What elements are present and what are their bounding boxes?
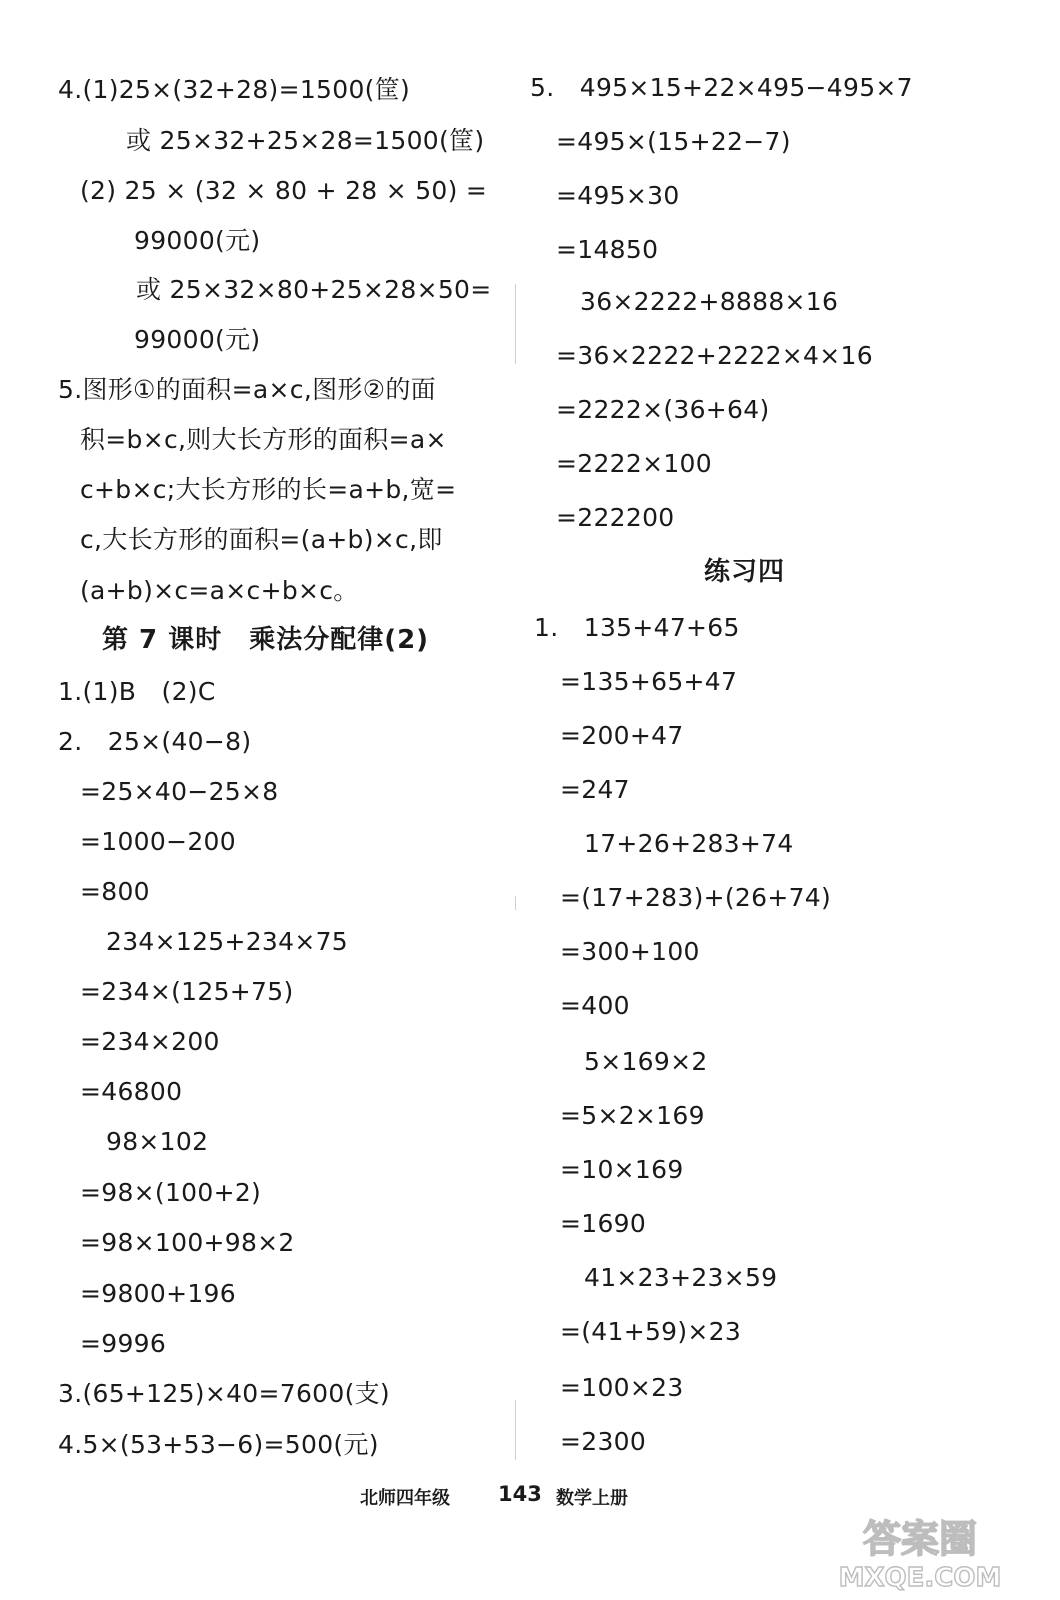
right-text-line: 5×169×2 xyxy=(584,1047,708,1076)
footer-edition: 北师四年级 xyxy=(360,1488,450,1509)
right-text-line: =10×169 xyxy=(560,1155,684,1184)
left-text-line: 1.(1)B (2)C xyxy=(58,677,216,706)
left-text-line: 5.图形①的面积=a×c,图形②的面 xyxy=(58,375,436,404)
left-text-line: 234×125+234×75 xyxy=(106,927,349,956)
left-text-line: =98×(100+2) xyxy=(80,1178,262,1207)
right-text-line: =200+47 xyxy=(560,721,684,750)
left-text-line: 3.(65+125)×40=7600(支) xyxy=(58,1379,390,1408)
left-text-line: 或 25×32×80+25×28×50= xyxy=(136,275,492,304)
left-text-line: =234×200 xyxy=(80,1027,220,1056)
right-text-line: =495×30 xyxy=(556,181,680,210)
column-divider xyxy=(515,1400,516,1460)
right-text-line: =495×(15+22−7) xyxy=(556,127,791,156)
left-text-line: =9800+196 xyxy=(80,1279,236,1308)
left-text-line: 4.5×(53+53−6)=500(元) xyxy=(58,1430,379,1459)
right-text-line: =1690 xyxy=(560,1209,647,1238)
watermark-url: MXQE.COM xyxy=(838,1563,1002,1592)
right-text-line: =100×23 xyxy=(560,1373,684,1402)
right-text-line: =2222×(36+64) xyxy=(556,395,770,424)
right-text-line: =(41+59)×23 xyxy=(560,1317,742,1346)
left-text-line: c,大长方形的面积=(a+b)×c,即 xyxy=(80,525,443,554)
column-divider xyxy=(515,284,516,364)
left-text-line: =800 xyxy=(80,877,150,906)
page-footer xyxy=(0,1480,1060,1512)
right-text-line: =(17+283)+(26+74) xyxy=(560,883,832,912)
left-text-line: 4.(1)25×(32+28)=1500(筐) xyxy=(58,75,411,104)
right-text-line: =300+100 xyxy=(560,937,700,966)
left-text-line: (2) 25 × (32 × 80 + 28 × 50) = xyxy=(80,176,488,205)
right-text-line: =135+65+47 xyxy=(560,667,738,696)
left-text-line: (a+b)×c=a×c+b×c。 xyxy=(80,576,359,605)
left-section-heading: 第 7 课时 乘法分配律(2) xyxy=(102,625,430,655)
left-text-line: =1000−200 xyxy=(80,827,236,856)
right-text-line: =5×2×169 xyxy=(560,1101,705,1130)
left-text-line: =234×(125+75) xyxy=(80,977,294,1006)
left-text-line: 积=b×c,则大长方形的面积=a× xyxy=(80,425,447,454)
right-text-line: =36×2222+2222×4×16 xyxy=(556,341,873,370)
right-text-line: =2300 xyxy=(560,1427,647,1456)
right-text-line: 5. 495×15+22×495−495×7 xyxy=(530,73,913,102)
left-text-line: =98×100+98×2 xyxy=(80,1228,295,1257)
right-text-line: 41×23+23×59 xyxy=(584,1263,778,1292)
left-text-line: 99000(元) xyxy=(134,325,261,354)
left-text-line: =46800 xyxy=(80,1077,183,1106)
page-number: 143 xyxy=(498,1482,542,1506)
right-text-line: =222200 xyxy=(556,503,675,532)
right-section-heading: 练习四 xyxy=(704,557,786,587)
left-text-line: =25×40−25×8 xyxy=(80,777,279,806)
right-text-line: 36×2222+8888×16 xyxy=(580,287,839,316)
left-text-line: 98×102 xyxy=(106,1127,209,1156)
watermark-logo xyxy=(800,1512,1040,1592)
column-divider xyxy=(515,896,516,910)
right-text-line: 17+26+283+74 xyxy=(584,829,794,858)
right-text-line: =400 xyxy=(560,991,630,1020)
left-text-line: 99000(元) xyxy=(134,226,261,255)
left-text-line: 2. 25×(40−8) xyxy=(58,727,252,756)
left-text-line: c+b×c;大长方形的长=a+b,宽= xyxy=(80,475,457,504)
right-text-line: 1. 135+47+65 xyxy=(534,613,740,642)
right-text-line: =14850 xyxy=(556,235,659,264)
left-text-line: =9996 xyxy=(80,1329,167,1358)
right-text-line: =2222×100 xyxy=(556,449,712,478)
left-text-line: 或 25×32+25×28=1500(筐) xyxy=(126,126,485,155)
right-text-line: =247 xyxy=(560,775,630,804)
footer-subject: 数学上册 xyxy=(556,1488,628,1509)
watermark-logo-text: 答案圈 xyxy=(862,1517,978,1561)
